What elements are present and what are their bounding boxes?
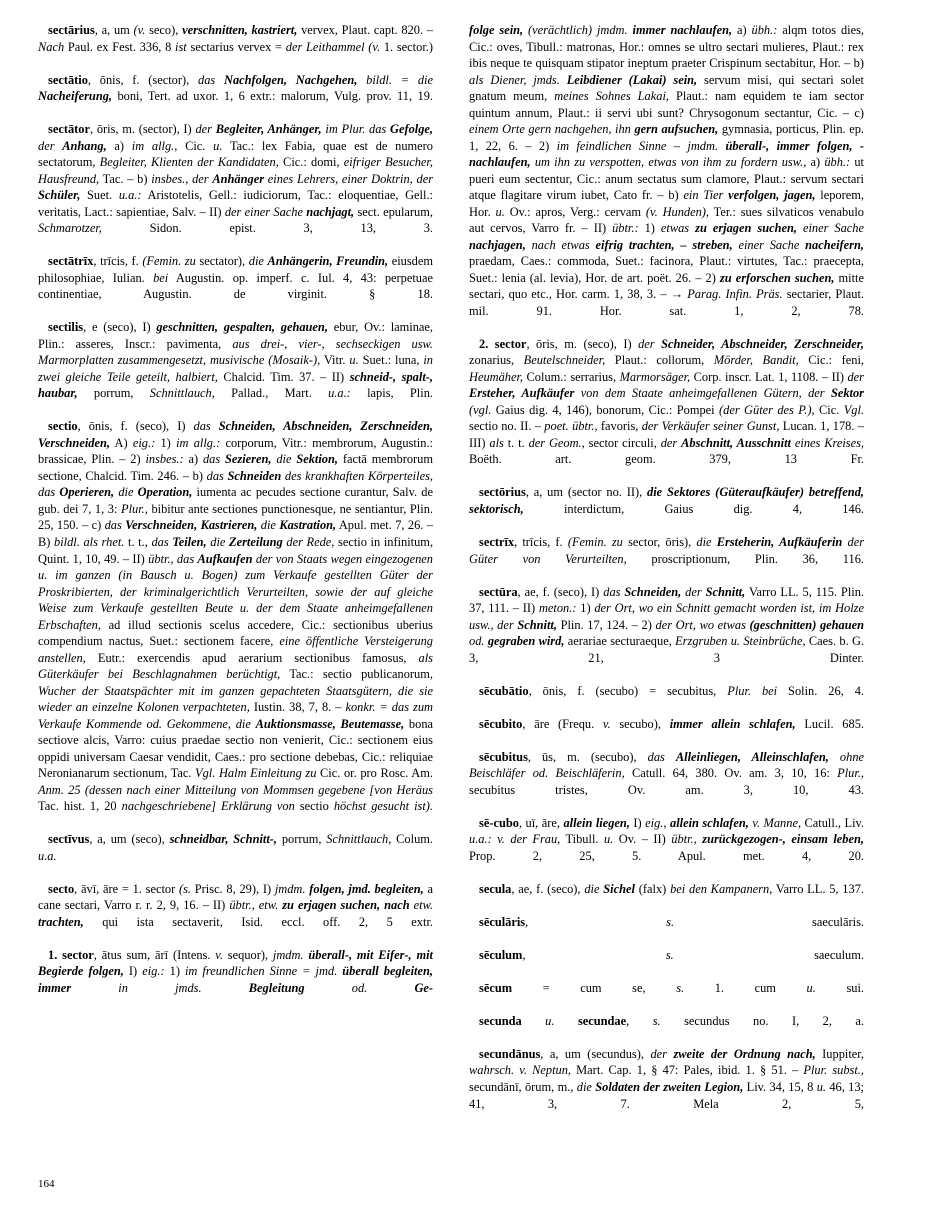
dictionary-entry: sēcubito, āre (Frequ. v. secubo), immer allein schlafen, Lucil. 685. [479,716,864,731]
dictionary-entry: sectātor, ōris, m. (sector), I) der Begleiter, Anhänger, im Plur. das Gefolge, der Anhang, a) im allg., Cic. u. Tac.: lex Fabia, quae est de numero sectatorum, Begleiter, Klienten der Kandidaten, Cic.: domi, eifriger Besucher, Hausfreund, Tac. – b) insbes., der Anhänger eines Lehrers, einer Doktrin, der Schüler, Suet. u.a.: Aristotelis, Gell.: iudiciorum, Tac.: eloquentiae, Gell.: veritatis, Lact.: sapientiae, Salv. – II) der einer Sache nachjagt, sect. epularum, Schmarotzer, Sidon. epist. 3, 13, 3. [38,122,434,236]
dictionary-entry: sectilis, e (seco), I) geschnitten, gespalten, gehauen, ebur, Ov.: laminae, Plin.: asseres, Inscr.: pavimenta, aus drei-, vier-, sechseckigen usw. Marmorplatten zusammengesetzt, musivische (Mosaik-), Vitr. u. Suet.: luna, in zwei gleiche Teile geteilt, halbiert, Chalcid. Tim. 37. – II) schneid-, spalt-, haubar, porrum, Schnittlauch, Pallad., Mart. u.a.: lapis, Plin. [38,320,434,401]
page-number: 164 [38,1178,55,1190]
dictionary-entry: sectātio, ōnis, f. (sector), das Nachfolgen, Nachgehen, bildl. = die Nacheiferung, boni, Tert. ad uxor. 1, 6 extr.: malorum, Vulg. prov. 11, 19. [38,72,433,104]
dictionary-entry: sectārius, a, um (v. seco), verschnitten, kastriert, vervex, Plaut. capt. 820. – Nach Paul. ex Fest. 336, 8 ist sectarius vervex = der Leithammel (v. 1. sector.) [38,23,434,54]
dictionary-entry: sectūra, ae, f. (seco), I) das Schneiden, der Schnitt, Varro LL. 5, 115. Plin. 37, 111. – II) meton.: 1) der Ort, wo ein Schnitt gemacht worden ist, im Holze usw., der Schnitt, Plin. 17, 124. – 2) der Ort, wo etwas (geschnitten) gehauen od. gegraben wird, aerariae secturaeque, Erzgruben u. Steinbrüche, Caes. b. G. 3, 21, 3 Dinter. [469,584,865,665]
dictionary-entry: 1. sector, ātus sum, ārī (Intens. v. sequor), jmdm. überall-, mit Eifer-, mit Begierde folgen, I) eig.: 1) im freundlichen Sinne = jmd. überall begleiten, immer in jmds. Begleitung od. Ge- [38,947,434,995]
dictionary-entry: secto, āvī, āre = 1. sector (s. Prisc. 8, 29), I) jmdm. folgen, jmd. begleiten, a cane sectari, Varro r. r. 2, 9, 16. – II) übtr., etw. zu erjagen suchen, nach etw. trachten, qui ista sectaverit, Isid. eccl. off. 2, 5 extr. [38,881,434,929]
dictionary-entry: sectīvus, a, um (seco), schneidbar, Schnitt-, porrum, Schnittlauch, Colum. u.a. [38,832,434,863]
dictionary-entry: sectātrīx, trīcis, f. (Femin. zu sectator), die Anhängerin, Freundin, eiusdem philosophiae, Iulian. bei Augustin. op. imperf. c. Iul. 4, 43: perpetuae continentiae, Augustin. de virginit. § 18. [38,254,433,302]
dictionary-entry: 2. sector, ōris, m. (seco), I) der Schneider, Abschneider, Zerschneider, zonarius, Beutelschneider, Plaut.: collorum, Mörder, Bandit, Cic.: feni, Heumäher, Colum.: serrarius, Marmorsäger, Corp. inscr. Lat. 1, 1108. – II) der Ersteher, Aufkäufer von dem Staate anheimgefallenen Gütern, der Sektor (vgl. Gaius dig. 4, 146), bonorum, Cic.: Pompei (der Güter des P.), Cic. Vgl. sectio no. II. – poet. übtr., favoris, der Verkäufer seiner Gunst, Lucan. 1, 178. – III) als t. t. der Geom., sector circuli, der Abschnitt, Ausschnitt eines Kreises, Boëth. art. geom. 379, 13 Fr. [469,336,865,467]
dictionary-entry: sēculum, s. saeculum. [479,947,864,962]
left-column [38,22,433,1013]
dictionary-entry: secundānus, a, um (secundus), der zweite der Ordnung nach, Iuppiter, wahrsch. v. Neptun, Mart. Cap. 1, § 47: Pales, ibid. 1. § 51. – Plur. subst., secundānī, ōrum, m., die Soldaten der zweiten Legion, Liv. 34, 15, 8 u. 46, 13; 41, 3, 7. Mela 2, 5, [469,1046,865,1111]
right-column [469,22,864,1129]
dictionary-entry: sēcubātio, ōnis, f. (secubo) = secubitus, Plur. bei Solin. 26, 4. [479,683,865,698]
dictionary-entry: sēculāris, s. saeculāris. [479,914,864,929]
dictionary-entry: secula, ae, f. (seco), die Sichel (falx) bei den Kampanern, Varro LL. 5, 137. [479,881,864,896]
dictionary-entry: sectio, ōnis, f. (seco), I) das Schneiden, Abschneiden, Zerschneiden, Verschneiden, A) eig.: 1) im allg.: corporum, Vitr.: membrorum, Augustin.: brassicae, Plin. – 2) insbes.: a) das Sezieren, die Sektion, factā membrorum sectione, Chalcid. Tim. 246. – b) das Schneiden des krankhaften Körperteiles, das Operieren, die Operation, iumenta ac pecudes sectione curantur, Salv. de gub. dei 7, 1, 3: Plur., bibitur ante sectiones punctionesque, ne sentiantur, Plin. 25, 150. – c) das Verschneiden, Kastrieren, die Kastration, Apul. met. 7, 26. – B) bildl. als rhet. t. t., das Teilen, die Zerteilung der Rede, sectio in infinitum, Quint. 1, 10, 49. – II) übtr., das Aufkaufen der von Staats wegen eingezogenen u. im ganzen (in Bausch u. Bogen) zum Verkaufe gestellten Güter der Proskribierten, der kriminalgerichtlich Verurteilten, sowie der auf gleiche Weise zum Verkaufe gestellten Beute u. der dem Staate anheimgefallenen Erbschaften, ad illud sectionis scelus accedere, Cic.: sectionibus uberius compendium nactus, Suet.: sectionem facere, eine öffentliche Versteigerung anstellen, Eutr.: exercendis apud aerarium sectionibus famosus, als Güterkäufer bei Beschlagnahmen berüchtigt, Tac.: sectio publicanorum, Wucher der Staatspächter mit im ganzen gepachteten Staatsgütern, die sie wieder an einzelne Kolonen verpachteten, Iustin. 38, 7, 8. – konkr. = das zum Verkaufe Kommende od. Gekommene, die Auktionsmasse, Beutemasse, bona sectiove alcis, Varro: cuius praedae sectio non venierit, Cic.: sectionem eius oppidi universam Caesar vendidit, Caes.: pro sectione debebas, Cic.: reliquiae Neronianarum sectionum, Tac. Vgl. Halm Einleitung zu Cic. or. pro Rosc. Am. Anm. 25 (dessen nach einer Mitteilung von Mommsen gegebene [von Heräus Tac. hist. 1, 20 nachgeschriebene] Erklärung von sectio höchst gesucht ist). [38,419,434,814]
dictionary-entry: sectōrius, a, um (sector no. II), die Sektores (Güteraufkäufer) betreffend, sektorisch, interdictum, Gaius dig. 4, 146. [469,485,864,516]
dictionary-entry: secunda u. secundae, s. secundus no. I, 2, a. [479,1013,865,1028]
two-column-layout [38,22,901,1129]
dictionary-entry: folge sein, (verächtlich) jmdm. immer nachlaufen, a) übh.: alqm totos dies, Cic.: oves, Tibull.: matronas, Hor.: omnes se ultro sectari mulieres, Plaut.: rex ibis neque te quisquam stipator ineptum praeter Crispinum sectabitur, Hor. – b) als Diener, jmds. Leibdiener (Lakai) sein, servum misi, qui sectari solet gnatum meum, meines Sohnes Lakai, Plaut.: nam equidem te iam sector quintum annum, Plaut.: ii servi ubi sunt? Chrysogonum sectantur, Cic. – c) einem Orte gern nachgehen, ihn gern aufsuchen, gymnasia, porticus, Plin. ep. 1, 22, 6. – 2) im feindlichen Sinne – jmdm. überall-, immer folgen, -nachlaufen, um ihn zu verspotten, etwas von ihm zu fordern usw., a) übh.: ut pueri eum sectentur, Cic.: anum sectatus sum clamore, Plaut.: servum sectari atque flagitare virum iubet, Cato fr. – b) ein Tier verfolgen, jagen, leporem, Hor. u. Ov.: apros, Verg.: cervam (v. Hunden), Ter.: sues silvaticos venabulo aut cervos, Varro fr. – II) übtr.: 1) etwas zu erjagen suchen, einer Sache nachjagen, nach etwas eifrig trachten, – streben, einer Sache nacheifern, praedam, Caes.: commoda, Suet.: facinora, Plaut.: virtutes, Tac.: praecepta, Suet.: lenia (al. levia), Hor. de art. poët. 26. – 2) zu erforschen suchen, mitte sectari, quo etc., Hor. carm. 1, 38, 3. – → Parag. Infin. Präs. sectarier, Plaut. mil. 91. Hor. sat. 1, 2, 78. [469,23,865,318]
dictionary-entry: sēcubitus, ūs, m. (secubo), das Alleinliegen, Alleinschlafen, ohne Beischläfer od. Beischläferin, Catull. 64, 380. Ov. am. 3, 10, 16: Plur., secubitus tristes, Ov. am. 3, 10, 43. [469,749,865,797]
dictionary-entry: sē-cubo, uī, āre, allein liegen, I) eig., allein schlafen, v. Manne, Catull., Liv. u.a.: v. der Frau, Tibull. u. Ov. – II) übtr., zurückgezogen-, einsam leben, Prop. 2, 25, 5. Apul. met. 4, 20. [469,815,864,863]
dictionary-entry: sectrīx, trīcis, f. (Femin. zu sector, ōris), die Ersteherin, Aufkäuferin der Güter von Verurteilten, proscriptionum, Plin. 36, 116. [469,534,865,566]
dictionary-entry: sēcum = cum se, s. 1. cum u. sui. [479,980,865,995]
